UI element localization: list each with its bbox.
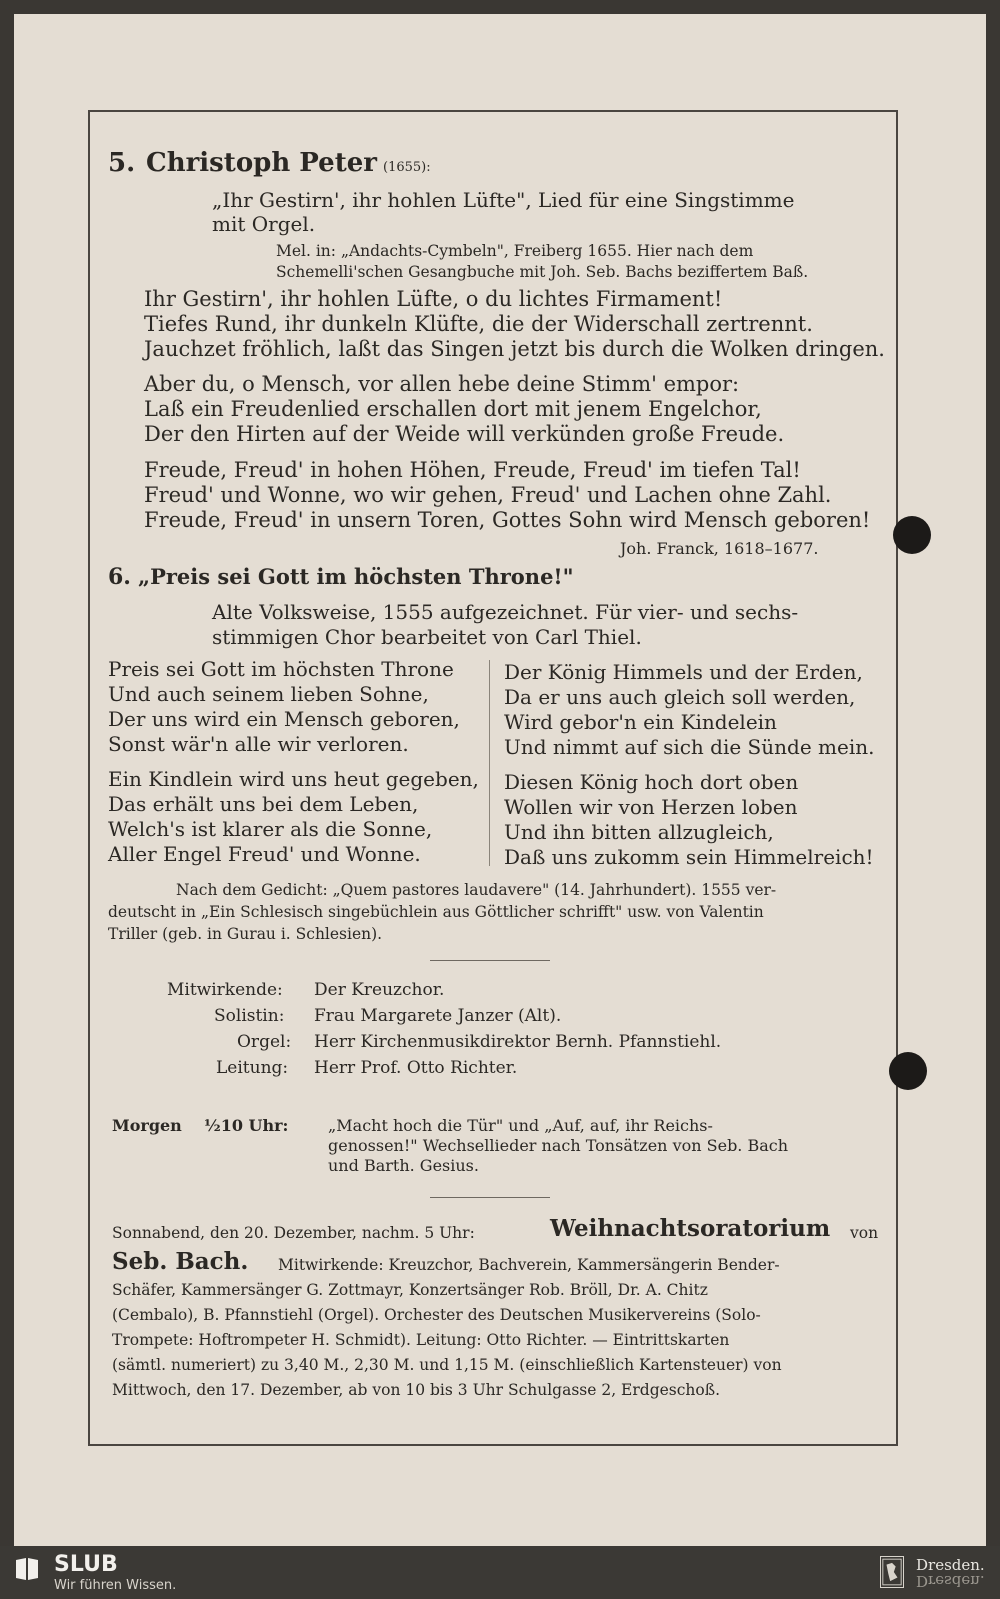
verse-line: Das erhält uns bei dem Leben,	[108, 792, 419, 816]
section-6-note-cont: deutscht in „Ein Schlesisch singebüchlein aus Göttlicher schrifft" usw. von Valentin	[108, 903, 764, 921]
announce-text: Mitwirkende: Kreuzchor, Bachverein, Kammersängerin Bender-	[278, 1256, 780, 1274]
section-5-year: (1655):	[383, 160, 431, 175]
verse-line: Wird gebor'n ein Kindelein	[504, 710, 777, 734]
verse-line: Diesen König hoch dort oben	[504, 770, 799, 794]
credit-value: Der Kreuzchor.	[314, 980, 445, 1000]
section-5-composer: Christoph Peter	[146, 148, 377, 178]
section-6-number: 6.	[108, 564, 131, 590]
section-5-title-cont: mit Orgel.	[212, 212, 316, 236]
section-5-note-cont: Schemelli'schen Gesangbuche mit Joh. Seb. Bachs beziffertem Baß.	[276, 263, 809, 281]
verse-line: Der König Himmels und der Erden,	[504, 660, 863, 684]
verse-line: Ihr Gestirn', ihr hohlen Lüfte, o du lichtes Firmament!	[144, 287, 723, 311]
divider	[430, 1197, 550, 1198]
announce-composer: Seb. Bach.	[112, 1248, 249, 1275]
footer-bar	[0, 1546, 1000, 1599]
verse-line: Der den Hirten auf der Weide will verkünden große Freude.	[144, 422, 785, 446]
announce-text: Trompete: Hoftrompeter H. Schmidt). Leitung: Otto Richter. — Eintrittskarten	[112, 1331, 730, 1349]
section-6-title: „Preis sei Gott im höchsten Throne!"	[138, 564, 574, 589]
verse-line: Der uns wird ein Mensch geboren,	[108, 707, 460, 731]
credit-label: Orgel:	[237, 1032, 292, 1052]
verse-line: Aber du, o Mensch, vor allen hebe deine Stimm' empor:	[144, 372, 740, 396]
punch-hole	[889, 1052, 927, 1090]
credit-label: Solistin:	[214, 1006, 285, 1026]
credit-value: Herr Kirchenmusikdirektor Bernh. Pfannstiehl.	[314, 1032, 722, 1052]
city-logo[interactable]: Dresden.	[916, 1556, 985, 1574]
section-6-subtitle-cont: stimmigen Chor bearbeitet von Carl Thiel.	[212, 625, 642, 649]
book-icon	[14, 1556, 40, 1582]
section-5-author: Joh. Franck, 1618–1677.	[620, 539, 819, 558]
city-logo-reflection: Dresden.	[916, 1572, 985, 1590]
morning-label: Morgen	[112, 1116, 182, 1135]
verse-line: Welch's ist klarer als die Sonne,	[108, 817, 433, 841]
divider	[430, 960, 550, 961]
verse-line: Und nimmt auf sich die Sünde mein.	[504, 735, 875, 759]
morning-time: ½10 Uhr:	[204, 1116, 289, 1135]
verse-line: Freude, Freud' in unsern Toren, Gottes Sohn wird Mensch geboren!	[144, 508, 871, 532]
verse-line: Tiefes Rund, ihr dunkeln Klüfte, die der Widerschall zertrennt.	[144, 312, 813, 336]
announce-lead: Sonnabend, den 20. Dezember, nachm. 5 Uhr:	[112, 1224, 475, 1242]
verse-line: Preis sei Gott im höchsten Throne	[108, 657, 454, 681]
verse-line: Wollen wir von Herzen loben	[504, 795, 798, 819]
verse-line: Daß uns zukomm sein Himmelreich!	[504, 845, 874, 869]
brand-name[interactable]: SLUB	[54, 1552, 118, 1577]
brand-tagline: Wir führen Wissen.	[54, 1578, 177, 1593]
credit-value: Frau Margarete Janzer (Alt).	[314, 1006, 562, 1026]
morning-text: und Barth. Gesius.	[328, 1156, 479, 1175]
announce-text: (sämtl. numeriert) zu 3,40 M., 2,30 M. und 1,15 M. (einschließlich Kartensteuer) von	[112, 1356, 782, 1374]
verse-line: Jauchzet fröhlich, laßt das Singen jetzt bis durch die Wolken dringen.	[144, 337, 885, 361]
section-6-note-cont: Triller (geb. in Gurau i. Schlesien).	[108, 925, 383, 943]
verse-line: Und auch seinem lieben Sohne,	[108, 682, 429, 706]
credit-value: Herr Prof. Otto Richter.	[314, 1058, 518, 1078]
verse-line: Freud' und Wonne, wo wir gehen, Freud' und Lachen ohne Zahl.	[144, 483, 832, 507]
section-6-note: Nach dem Gedicht: „Quem pastores laudavere" (14. Jahrhundert). 1555 ver-	[176, 881, 777, 899]
section-5-title: „Ihr Gestirn', ihr hohlen Lüfte", Lied für eine Singstimme	[212, 188, 795, 212]
section-6-subtitle: Alte Volksweise, 1555 aufgezeichnet. Für vier- und sechs-	[212, 600, 799, 624]
credit-label: Mitwirkende:	[167, 980, 283, 1000]
verse-line: Ein Kindlein wird uns heut gegeben,	[108, 767, 479, 791]
morning-text: genossen!" Wechsellieder nach Tonsätzen von Seb. Bach	[328, 1136, 789, 1155]
announce-work: Weihnachtsoratorium	[550, 1215, 831, 1242]
announce-text: (Cembalo), B. Pfannstiehl (Orgel). Orchester des Deutschen Musikervereins (Solo-	[112, 1306, 761, 1324]
verse-line: Und ihn bitten allzugleich,	[504, 820, 774, 844]
punch-hole	[893, 516, 931, 554]
section-5-note: Mel. in: „Andachts-Cymbeln", Freiberg 1655. Hier nach dem	[276, 242, 754, 260]
verse-line: Laß ein Freudenlied erschallen dort mit jenem Engelchor,	[144, 397, 762, 421]
morning-text: „Macht hoch die Tür" und „Auf, auf, ihr Reichs-	[328, 1116, 713, 1135]
announce-von: von	[850, 1224, 879, 1242]
verse-line: Sonst wär'n alle wir verloren.	[108, 732, 409, 756]
column-divider	[489, 660, 490, 866]
announce-text: Schäfer, Kammersänger G. Zottmayr, Konzertsänger Rob. Bröll, Dr. A. Chitz	[112, 1281, 708, 1299]
section-5-number: 5.	[108, 148, 136, 178]
coat-of-arms-icon	[880, 1556, 904, 1588]
verse-line: Da er uns auch gleich soll werden,	[504, 685, 856, 709]
announce-text: Mittwoch, den 17. Dezember, ab von 10 bis 3 Uhr Schulgasse 2, Erdgeschoß.	[112, 1381, 721, 1399]
verse-line: Freude, Freud' in hohen Höhen, Freude, Freud' im tiefen Tal!	[144, 458, 801, 482]
verse-line: Aller Engel Freud' und Wonne.	[108, 842, 421, 866]
credit-label: Leitung:	[216, 1058, 289, 1078]
